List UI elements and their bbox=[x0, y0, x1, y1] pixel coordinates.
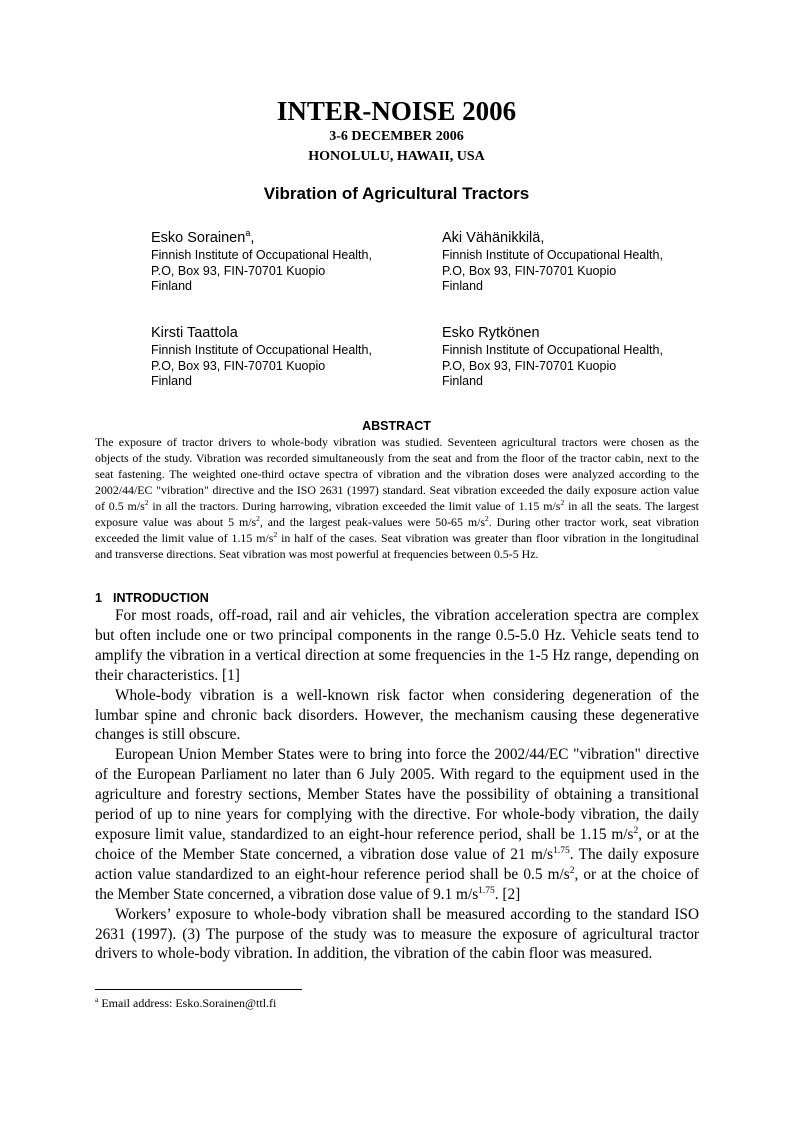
author-block-3 bbox=[151, 324, 451, 390]
author-block-4 bbox=[442, 324, 742, 390]
author-organization: Finnish Institute of Occupational Health, bbox=[151, 248, 372, 262]
section-number: 1 bbox=[95, 591, 102, 605]
author-organization: Finnish Institute of Occupational Health, bbox=[442, 248, 663, 262]
author-country: Finland bbox=[151, 279, 192, 293]
author-address: P.O, Box 93, FIN-70701 Kuopio bbox=[442, 263, 617, 278]
footnote bbox=[95, 992, 276, 1011]
footnote-marker: a bbox=[95, 995, 99, 1004]
introduction-body bbox=[95, 606, 699, 964]
conference-place: HONOLULU, HAWAII, USA bbox=[308, 149, 485, 164]
paper-title: Vibration of Agricultural Tractors bbox=[263, 184, 530, 203]
author-name: Kirsti Taattola bbox=[151, 325, 238, 341]
paragraph: Workers’ exposure to whole-body vibration shall be measured according to the standard ISO 2631 (1997). (3) The purpose of the study was to measure the exposure of agricultural tractor drivers to whole-body vibration. In addition, the vibration of the cabin floor was measured. bbox=[95, 905, 699, 963]
author-country: Finland bbox=[442, 374, 483, 388]
conference-title: INTER-NOISE 2006 bbox=[276, 96, 517, 126]
abstract-text: The exposure of tractor drivers to whole-body vibration was studied. Seventeen agricultural tractors were chosen as the objects of the study. Vibration was recorded simultaneously from the seat and from the floor of the tractor cabin, next to the seat fastening. The weighted one-third octave spectra of vibration and the vibration doses were analyzed according to the 2002/44/EC "vibration" directive and the ISO 2631 (1997) standard. Seat vibration exceeded the daily exposure action value of 0.5 $m/s^2$ in all the tractors. During harrowing, vibration exceeded the limit value of 1.15 $m/s^2$ in all the seats. The largest exposure value was about 5 $m/s^2$, and the largest peak-values were 50-65 $m/s^2$. During other tractor work, seat vibration exceeded the limit value of 1.15 $m/s^2$ in half of the cases. Seat vibration was greater than floor vibration in the longitudinal and transverse directions. Seat vibration was most powerful at frequencies between 0.5-5 Hz. bbox=[95, 435, 700, 561]
footnote-marker: a bbox=[245, 228, 251, 239]
author-block-1 bbox=[151, 229, 451, 295]
footnote-divider bbox=[95, 989, 302, 990]
author-address: P.O, Box 93, FIN-70701 Kuopio bbox=[151, 263, 326, 278]
author-address: P.O, Box 93, FIN-70701 Kuopio bbox=[442, 358, 617, 373]
paragraph: European Union Member States were to bring into force the 2002/44/EC "vibration" directive of the European Parliament no later than 6 July 2005. With regard to the equipment used in the agriculture and forestry sections, Member States have the possibility of obtaining a transitional period of up to nine years for complying with the directive. For whole-body vibration, the daily exposure limit value, standardized to an eight-hour reference period, shall be 1.15 $m/s^2$, or at the choice of the Member State concerned, a vibration dose value of 21 $m/s^{1.75}$. The daily exposure action value standardized to an eight-hour reference period shall be 0.5 $m/s^2$, or at the choice of the Member State concerned, a vibration dose value of 9.1 $m/s^{1.75}$. [2] bbox=[95, 746, 699, 903]
paragraph: For most roads, off-road, rail and air vehicles, the vibration acceleration spectra are complex but often include one or two principal components in the range 0.5-5.0 Hz. Vehicle seats tend to amplify the vibration in a vertical direction at some frequencies in the 1-5 Hz range, depending on their characteristics. [1] bbox=[95, 607, 699, 684]
author-address: P.O, Box 93, FIN-70701 Kuopio bbox=[151, 358, 326, 373]
author-country: Finland bbox=[151, 374, 192, 388]
author-name: Aki Vähänikkilä, bbox=[442, 230, 545, 246]
author-name: Esko Rytkönen bbox=[442, 325, 540, 341]
author-country: Finland bbox=[442, 279, 483, 293]
author-organization: Finnish Institute of Occupational Health, bbox=[442, 343, 663, 357]
conference-date: 3-6 DECEMBER 2006 bbox=[329, 129, 464, 144]
abstract-heading: ABSTRACT bbox=[362, 419, 431, 433]
paragraph: Whole-body vibration is a well-known risk factor when considering degeneration of the lumbar spine and chronic back disorders. However, the mechanism causing these degenerative changes is still obscure. bbox=[95, 686, 699, 744]
section-title: INTRODUCTION bbox=[113, 591, 209, 605]
footnote-email: Email address: Esko.Sorainen@ttl.fi bbox=[101, 996, 277, 1010]
section-heading bbox=[95, 590, 209, 606]
author-organization: Finnish Institute of Occupational Health, bbox=[151, 343, 372, 357]
author-name: Esko Sorainen$^a$, bbox=[151, 228, 255, 246]
author-block-2 bbox=[442, 229, 742, 295]
